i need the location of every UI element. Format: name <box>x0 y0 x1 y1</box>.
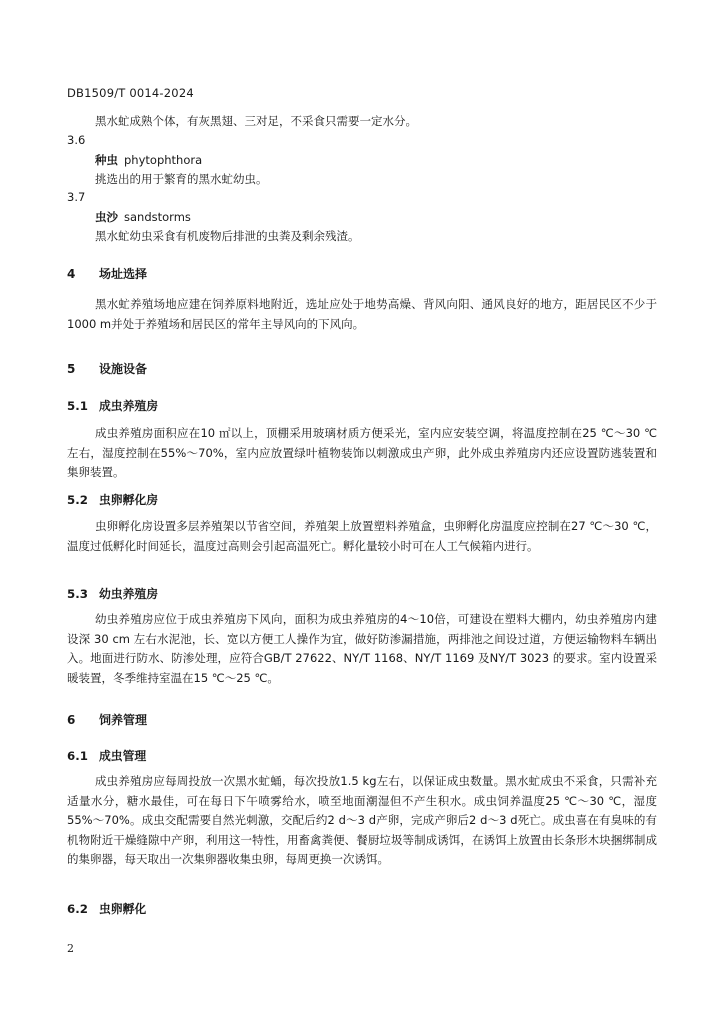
section-5-2-paragraph: 虫卵孵化房设置多层养殖架以节省空间，养殖架上放置塑料养殖盒，虫卵孵化房温度应控制在27 ℃～30 ℃，温度过低孵化时间延长，温度过高则会引起高温死亡。孵化量较小时可在人工气候箱内进行。 <box>67 519 657 553</box>
section-6-title: 饲养管理 <box>99 713 148 727</box>
section-6-1-number: 6.1 <box>67 749 88 763</box>
term-number-3-7: 3.7 <box>67 190 86 204</box>
term-3-7-definition: 黑水虻幼虫采食有机废物后排泄的虫粪及剩余残渣。 <box>95 229 360 243</box>
section-6-heading <box>67 711 147 728</box>
section-6-2-title: 虫卵孵化 <box>99 902 147 916</box>
term-3-6-definition: 挑选出的用于繁育的黑水虻幼虫。 <box>95 172 268 186</box>
section-5-heading <box>67 360 147 377</box>
standard-code-header: DB1509/T 0014-2024 <box>67 86 194 100</box>
section-4-paragraph: 黑水虻养殖场地应建在饲养原料地附近，选址应处于地势高燥、背风向阳、通风良好的地方，距居民区不少于1000 m并处于养殖场和居民区的常年主导风向的下风向。 <box>67 297 657 331</box>
section-4-heading <box>67 265 147 282</box>
section-5-2-number: 5.2 <box>67 493 88 507</box>
section-4-title: 场址选择 <box>99 267 148 281</box>
section-5-3-paragraph: 幼虫养殖房应位于成虫养殖房下风向，面积为成虫养殖房的4～10倍，可建设在塑料大棚内，幼虫养殖房内建设深 30 cm 左右水泥池，长、宽以方便工人操作为宜，做好防渗漏措施，两排池之间设过道，方便运输物料车辆出入。地面进行防水、防渗处理，应符合GB/T 27622、NY/T 1168、NY/T 1169 及NY/T 3023 的要求。室内设置采暖装置，冬季维持室温在15 ℃～25 ℃。 <box>67 612 657 685</box>
page-number: 2 <box>67 942 74 955</box>
section-5-3-heading <box>67 585 158 602</box>
section-5-3-number: 5.3 <box>67 587 88 601</box>
term-3-7 <box>95 209 191 225</box>
section-5-1-paragraph: 成虫养殖房面积应在10 ㎡以上，顶棚采用玻璃材质方便采光，室内应安装空调，将温度控制在25 ℃～30 ℃左右，湿度控制在55%～70%，室内应放置绿叶植物装饰以刺激成虫产卵，此外成虫养殖房内还应设置防逃装置和集卵装置。 <box>67 426 657 479</box>
section-5-2-title: 虫卵孵化房 <box>99 493 158 507</box>
term-3-6 <box>95 152 202 168</box>
section-6-2-number: 6.2 <box>67 902 88 916</box>
term-3-6-en: phytophthora <box>124 153 203 167</box>
section-4-number: 4 <box>67 267 76 281</box>
section-6-2-heading <box>67 900 146 917</box>
section-5-number: 5 <box>67 362 76 376</box>
section-6-1-heading <box>67 747 146 764</box>
section-5-1-title: 成虫养殖房 <box>99 399 158 413</box>
section-6-1-paragraph: 成虫养殖房应每周投放一次黑水虻蛹，每次投放1.5 kg左右，以保证成虫数量。黑水虻成虫不采食，只需补充适量水分，糖水最佳，可在每日下午喷雾给水，喷至地面潮湿但不产生积水。成虫饲养温度25 ℃～30 ℃，湿度55%～70%。成虫交配需要自然光刺激，交配后约2 d～3 d产卵，完成产卵后2 d～3 d死亡。成虫喜在有臭味的有机物附近干燥缝隙中产卵，利用这一特性，用畜禽粪便、餐厨垃圾等制成诱饵，在诱饵上放置由长条形木块捆绑制成的集卵器，每天取出一次集卵器收集虫卵，每周更换一次诱饵。 <box>67 774 657 866</box>
term-3-7-cn: 虫沙 <box>95 210 118 224</box>
section-5-1-number: 5.1 <box>67 399 88 413</box>
adult-definition: 黑水虻成熟个体，有灰黑翅、三对足，不采食只需要一定水分。 <box>95 114 417 128</box>
term-number-3-6: 3.6 <box>67 133 86 147</box>
section-6-1-title: 成虫管理 <box>99 749 147 763</box>
section-5-title: 设施设备 <box>99 362 148 376</box>
term-3-6-cn: 种虫 <box>95 153 118 167</box>
section-5-1-heading <box>67 397 158 414</box>
section-5-2-heading <box>67 491 158 508</box>
section-6-number: 6 <box>67 713 76 727</box>
term-3-7-en: sandstorms <box>124 210 191 224</box>
section-5-3-title: 幼虫养殖房 <box>99 587 158 601</box>
